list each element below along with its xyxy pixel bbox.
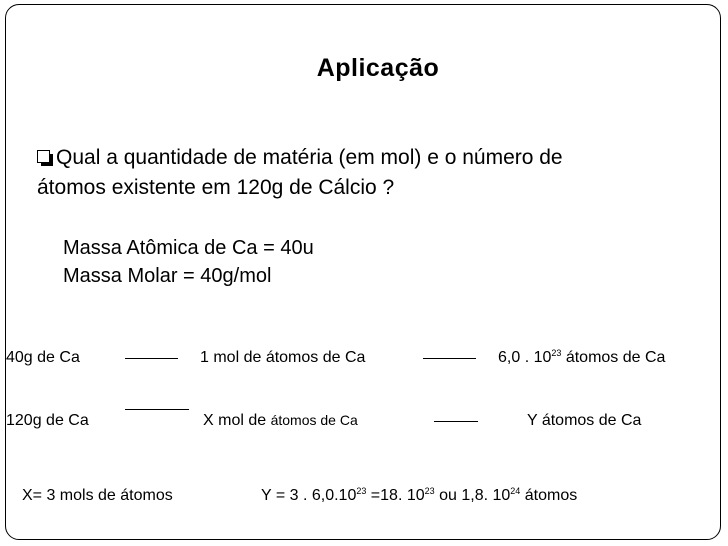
result-y-exp-2: 23 xyxy=(424,486,435,496)
question-line-1 xyxy=(37,147,563,168)
row1-divider-1 xyxy=(125,358,178,359)
row1-moles: 1 mol de átomos de Ca xyxy=(200,349,366,366)
result-x: X= 3 mols de átomos xyxy=(22,487,173,504)
row2-moles xyxy=(203,413,358,429)
slide-title: Aplicação xyxy=(316,54,440,82)
result-y-exp-3: 24 xyxy=(510,486,521,496)
molar-mass-text: Massa Molar = 40g/mol xyxy=(63,265,272,287)
row2-divider-2 xyxy=(434,421,478,422)
row2-moles-a: X mol de xyxy=(203,412,271,429)
question-text-1: Qual a quantidade de matéria (em mol) e o número de xyxy=(56,146,563,169)
result-y-part-d: átomos xyxy=(520,487,578,504)
row1-atoms-base: 6,0 . 10 xyxy=(498,349,552,366)
atomic-mass-text: Massa Atômica de Ca = 40u xyxy=(63,237,314,259)
row1-atoms-unit: átomos de Ca xyxy=(561,349,666,366)
result-y-exp-1: 23 xyxy=(356,486,367,496)
row1-atoms xyxy=(498,350,665,366)
row1-divider-2 xyxy=(423,358,476,359)
row2-mass: 120g de Ca xyxy=(6,412,89,429)
result-y xyxy=(261,488,577,504)
bullet-box-icon xyxy=(37,150,50,163)
row2-atoms: Y átomos de Ca xyxy=(527,412,642,429)
row2-moles-b: átomos de Ca xyxy=(270,412,358,428)
question-line-2: átomos existente em 120g de Cálcio ? xyxy=(37,176,395,199)
row2-divider-1 xyxy=(125,409,189,410)
row1-atoms-exponent: 23 xyxy=(551,348,562,358)
result-y-part-c: ou 1,8. 10 xyxy=(434,487,511,504)
result-y-part-a: Y = 3 . 6,0.10 xyxy=(261,487,357,504)
result-y-part-b: =18. 10 xyxy=(366,487,425,504)
row1-mass: 40g de Ca xyxy=(6,349,80,366)
